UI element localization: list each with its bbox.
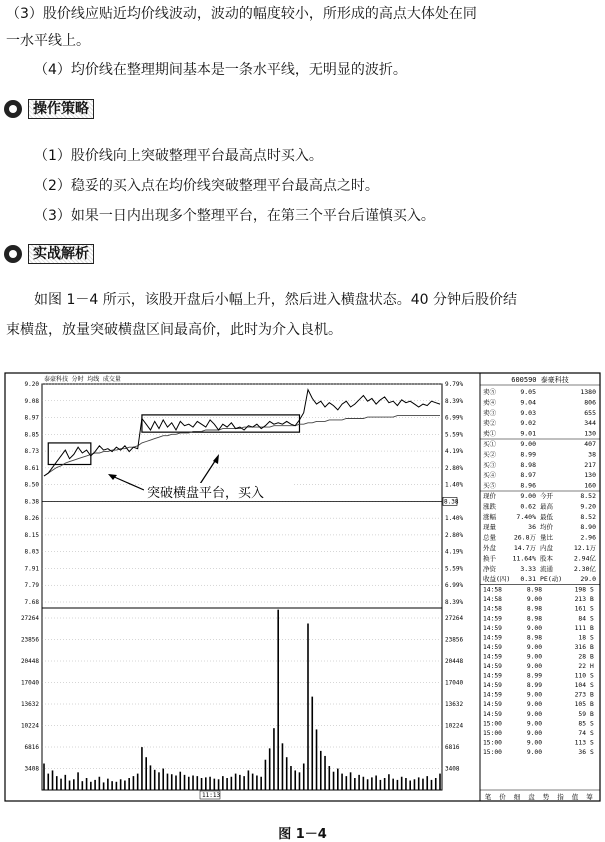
- tick-volume: 113: [574, 739, 586, 747]
- chart-header: 泰豪科技 分时 均线 成交量: [44, 376, 121, 383]
- volume-tick: 3408: [24, 765, 39, 773]
- price-tick: 8.26: [24, 515, 39, 523]
- intraday-chart: [4, 372, 601, 802]
- stat-value: 29.0: [580, 575, 596, 584]
- volume-tick: 10224: [20, 722, 39, 730]
- stat-label: 现量: [483, 523, 496, 532]
- tick-time: 14:59: [483, 682, 502, 690]
- stat-value: 8.90: [580, 523, 596, 532]
- tick-time: 14:58: [483, 586, 502, 594]
- pct-tick: 8.39%: [445, 397, 464, 405]
- tick-volume: 111: [574, 624, 586, 632]
- pct-tick: 6.99%: [445, 582, 464, 590]
- pct-tick: 4.19%: [445, 548, 464, 556]
- panel-tab: 筹: [586, 793, 593, 801]
- price-tick: 8.73: [24, 448, 39, 456]
- pct-tick: 2.80%: [445, 531, 464, 539]
- tick-time: 14:58: [483, 596, 502, 604]
- stat-label: 外盘: [483, 544, 496, 552]
- price-tick: 7.91: [24, 565, 39, 573]
- stat-label: 最高: [540, 502, 553, 511]
- text-line: 如图 1－4 所示，该股开盘后小幅上升，然后进入横盘状态。40 分钟后股价结: [34, 292, 517, 308]
- avg-price-line: [44, 416, 440, 476]
- stat-label: 总量: [483, 533, 496, 542]
- tick-volume: 273: [574, 691, 586, 699]
- tick-side: S: [590, 682, 594, 690]
- stat-label: 涨幅: [483, 512, 496, 521]
- ask-row: 344: [584, 419, 596, 428]
- tick-time: 14:59: [483, 643, 502, 651]
- pct-tick: 4.19%: [445, 448, 464, 456]
- volume-tick: 6816: [24, 744, 39, 751]
- heading-label: 操作策略: [28, 99, 94, 119]
- tick-side: B: [590, 653, 594, 661]
- tick-volume: 316: [574, 643, 586, 651]
- tick-price: 8.98: [526, 615, 542, 623]
- stat-value: 14.7万: [513, 544, 536, 552]
- tick-volume: 36: [578, 748, 586, 756]
- tick-price: 8.98: [526, 586, 542, 594]
- tick-side: S: [590, 720, 594, 728]
- time-label: 11:13: [202, 792, 221, 799]
- tick-volume: 198: [574, 586, 586, 594]
- figure-caption: 图 1－4: [278, 827, 327, 842]
- arrow: [112, 476, 144, 490]
- tick-side: S: [590, 586, 594, 594]
- stat-label: 内盘: [540, 544, 553, 552]
- stat-label: 现价: [483, 492, 496, 500]
- tick-price: 9.00: [526, 739, 542, 747]
- bid-row: 买⑤: [483, 481, 496, 490]
- pct-tick: 5.59%: [445, 431, 464, 439]
- text-line: （1）股价线向上突破整理平台最高点时买入。: [34, 148, 323, 164]
- stat-label: 量比: [540, 533, 553, 542]
- tick-volume: 104: [574, 682, 586, 690]
- text-line: 一水平线上。: [6, 33, 90, 49]
- tick-side: B: [590, 691, 594, 699]
- stat-label: 收益(四): [483, 575, 511, 584]
- tick-volume: 161: [574, 605, 586, 613]
- price-line: [44, 390, 440, 476]
- panel-tab: 势: [542, 793, 550, 801]
- tick-price: 9.00: [526, 663, 542, 670]
- price-tick: 8.38: [24, 498, 39, 506]
- tick-side: S: [590, 634, 594, 642]
- stat-value: 8.52: [580, 512, 596, 521]
- ask-row: 1380: [580, 388, 596, 396]
- stat-label: PE(动): [540, 575, 563, 584]
- stat-value: 8.52: [580, 492, 596, 500]
- tick-volume: 18: [578, 634, 586, 642]
- tick-time: 14:59: [483, 710, 502, 718]
- tick-price: 8.98: [526, 605, 542, 613]
- stat-value: 26.8万: [513, 533, 536, 542]
- stat-label: 净资: [483, 564, 496, 573]
- tick-price: 9.00: [526, 624, 542, 632]
- tick-time: 15:00: [483, 720, 502, 728]
- stat-label: 均价: [540, 523, 553, 532]
- tick-price: 9.00: [526, 729, 542, 737]
- tick-price: 9.00: [526, 653, 542, 661]
- panel-tab: 值: [571, 793, 579, 801]
- tick-price: 9.00: [526, 748, 542, 756]
- tick-side: B: [590, 596, 594, 604]
- tick-side: S: [590, 748, 594, 756]
- ask-row: 9.04: [520, 398, 536, 407]
- price-tick: 9.08: [24, 397, 39, 405]
- ask-row: 卖②: [483, 419, 496, 428]
- ask-row: 9.05: [520, 388, 536, 396]
- tick-side: B: [590, 643, 594, 651]
- tick-time: 15:00: [483, 729, 502, 737]
- tick-side: S: [590, 672, 594, 680]
- tick-volume: 85: [578, 720, 586, 728]
- bullet-icon: [4, 245, 22, 263]
- tick-time: 14:58: [483, 605, 502, 613]
- price-tick: 9.20: [24, 381, 39, 388]
- tick-time: 14:59: [483, 701, 502, 709]
- volume-tick-right: 6816: [445, 744, 460, 751]
- volume-tick-right: 10224: [445, 722, 464, 730]
- bid-row: 买①: [483, 440, 496, 448]
- bid-row: 130: [584, 471, 596, 480]
- text-line: （2）稳妥的买入点在均价线突破整理平台最高点之时。: [34, 178, 379, 194]
- tick-side: S: [590, 729, 594, 737]
- tick-side: S: [590, 739, 594, 747]
- ask-row: 130: [584, 429, 596, 438]
- bid-row: 8.99: [520, 450, 536, 459]
- pct-tick: 8.39%: [445, 599, 464, 606]
- section-heading: [4, 244, 94, 264]
- ask-row: 655: [584, 408, 596, 417]
- panel-tab: 盘: [528, 793, 535, 801]
- tick-volume: 74: [578, 729, 586, 737]
- stat-value: 9.20: [580, 502, 596, 511]
- price-tick: 8.50: [24, 481, 39, 489]
- text-line: （3）如果一日内出现多个整理平台，在第三个平台后谨慎买入。: [34, 208, 435, 224]
- tick-volume: 105: [574, 701, 586, 709]
- volume-tick: 27264: [20, 615, 39, 622]
- stat-value: 11.64%: [512, 554, 536, 563]
- panel-tab: 笔: [484, 793, 492, 801]
- ask-row: 卖⑤: [483, 388, 496, 396]
- tick-side: B: [590, 624, 594, 632]
- stat-value: 2.96: [580, 533, 596, 542]
- tick-time: 14:59: [483, 691, 502, 699]
- tick-side: B: [590, 710, 594, 718]
- stat-value: 9.00: [520, 492, 536, 500]
- bid-row: 38: [588, 450, 596, 459]
- pct-tick: 5.59%: [445, 565, 464, 573]
- tick-side: B: [590, 701, 594, 709]
- tick-volume: 22: [578, 663, 586, 670]
- stat-value: 2.30亿: [573, 564, 596, 573]
- volume-tick-right: 27264: [445, 615, 464, 622]
- stat-label: 换手: [483, 554, 496, 563]
- tick-price: 9.00: [526, 691, 542, 699]
- tick-time: 15:00: [483, 739, 502, 747]
- ask-row: 9.01: [520, 429, 536, 438]
- price-tick: 8.15: [24, 531, 39, 539]
- tick-volume: 84: [578, 615, 586, 623]
- stat-value: 3.33: [520, 564, 536, 573]
- tick-price: 8.99: [526, 672, 542, 680]
- tick-price: 9.00: [526, 710, 542, 718]
- volume-tick-right: 13632: [445, 701, 464, 708]
- stat-value: 36: [528, 523, 536, 532]
- pct-tick: 1.40%: [445, 515, 464, 523]
- tick-time: 14:59: [483, 615, 502, 623]
- prev-close-label: 8.38: [444, 498, 459, 506]
- bid-row: 买④: [483, 471, 496, 480]
- tick-side: S: [590, 615, 594, 623]
- stat-label: 今开: [540, 492, 553, 500]
- bid-row: 8.97: [520, 471, 536, 480]
- volume-tick-right: 20448: [445, 658, 464, 665]
- pct-tick: 6.99%: [445, 414, 464, 422]
- tick-volume: 59: [578, 710, 586, 718]
- price-tick: 7.79: [24, 582, 39, 590]
- ask-row: 卖①: [483, 429, 496, 438]
- volume-tick: 13632: [20, 701, 39, 708]
- bid-row: 8.98: [520, 460, 536, 469]
- tick-time: 14:59: [483, 624, 502, 632]
- chart-frame: [5, 373, 600, 801]
- stat-label: 最低: [540, 512, 553, 521]
- tick-side: H: [590, 663, 594, 670]
- volume-tick: 20448: [20, 658, 39, 665]
- tick-time: 14:59: [483, 672, 502, 680]
- section-heading: [4, 99, 94, 119]
- tick-volume: 28: [578, 653, 586, 661]
- bid-row: 8.96: [520, 481, 536, 490]
- stat-value: 2.94亿: [573, 554, 596, 563]
- text-line: （4）均价线在整理期间基本是一条水平线，无明显的波折。: [34, 62, 407, 78]
- stat-value: 12.1万: [573, 544, 596, 552]
- bid-row: 9.00: [520, 440, 536, 448]
- tick-price: 9.00: [526, 701, 542, 709]
- volume-tick: 17040: [20, 679, 39, 687]
- stat-value: 0.62: [520, 502, 536, 511]
- tick-time: 15:00: [483, 748, 502, 756]
- price-tick: 8.61: [24, 464, 39, 472]
- tick-volume: 110: [574, 672, 586, 680]
- volume-tick-right: 17040: [445, 679, 464, 687]
- tick-time: 14:59: [483, 663, 502, 670]
- tick-time: 14:59: [483, 653, 502, 661]
- quote-title: 600590 泰豪科技: [511, 376, 569, 384]
- tick-price: 8.99: [526, 682, 542, 690]
- plot-frame: [42, 384, 442, 790]
- ask-row: 卖③: [483, 408, 496, 417]
- bid-row: 407: [584, 440, 596, 448]
- panel-tab: 指: [557, 793, 564, 801]
- stat-value: 7.40%: [516, 512, 536, 521]
- pct-tick: 1.40%: [445, 481, 464, 489]
- heading-label: 实战解析: [28, 244, 94, 264]
- tick-price: 8.98: [526, 634, 542, 642]
- pct-tick: 9.79%: [445, 381, 464, 388]
- annotation-label: 突破横盘平台，买入: [147, 486, 265, 501]
- volume-tick-right: 23856: [445, 636, 464, 644]
- tick-side: S: [590, 605, 594, 613]
- text-line: （3）股价线应贴近均价线波动，波动的幅度较小，所形成的高点大体处在同: [6, 6, 477, 22]
- price-tick: 8.97: [24, 414, 39, 422]
- stat-value: 0.31: [520, 575, 536, 584]
- tick-time: 14:59: [483, 634, 502, 642]
- bid-row: 217: [584, 460, 596, 469]
- pct-tick: 2.80%: [445, 464, 464, 472]
- stat-label: 股本: [540, 554, 553, 563]
- volume-tick-right: 3408: [445, 765, 460, 773]
- panel-tab: 价: [499, 793, 506, 801]
- price-tick: 8.85: [24, 431, 39, 439]
- ask-row: 806: [584, 398, 596, 407]
- bid-row: 160: [584, 481, 596, 490]
- arrow: [200, 458, 217, 484]
- price-tick: 8.03: [24, 548, 39, 556]
- tick-price: 9.00: [526, 720, 542, 728]
- volume-tick: 23856: [20, 636, 39, 644]
- price-tick: 7.68: [24, 599, 39, 606]
- ask-row: 9.03: [520, 408, 536, 417]
- tick-price: 9.00: [526, 596, 542, 604]
- text-line: 束横盘，放量突破横盘区间最高价，此时为介入良机。: [6, 322, 342, 338]
- bid-row: 买②: [483, 450, 496, 459]
- bid-row: 买③: [483, 460, 496, 469]
- stat-label: 流通: [540, 564, 553, 573]
- ask-row: 9.02: [520, 419, 536, 428]
- ask-row: 卖④: [483, 398, 496, 407]
- stat-label: 涨跌: [483, 502, 496, 511]
- panel-tab: 细: [513, 793, 521, 801]
- tick-price: 9.00: [526, 643, 542, 651]
- bullet-icon: [4, 100, 22, 118]
- tick-volume: 213: [574, 596, 586, 604]
